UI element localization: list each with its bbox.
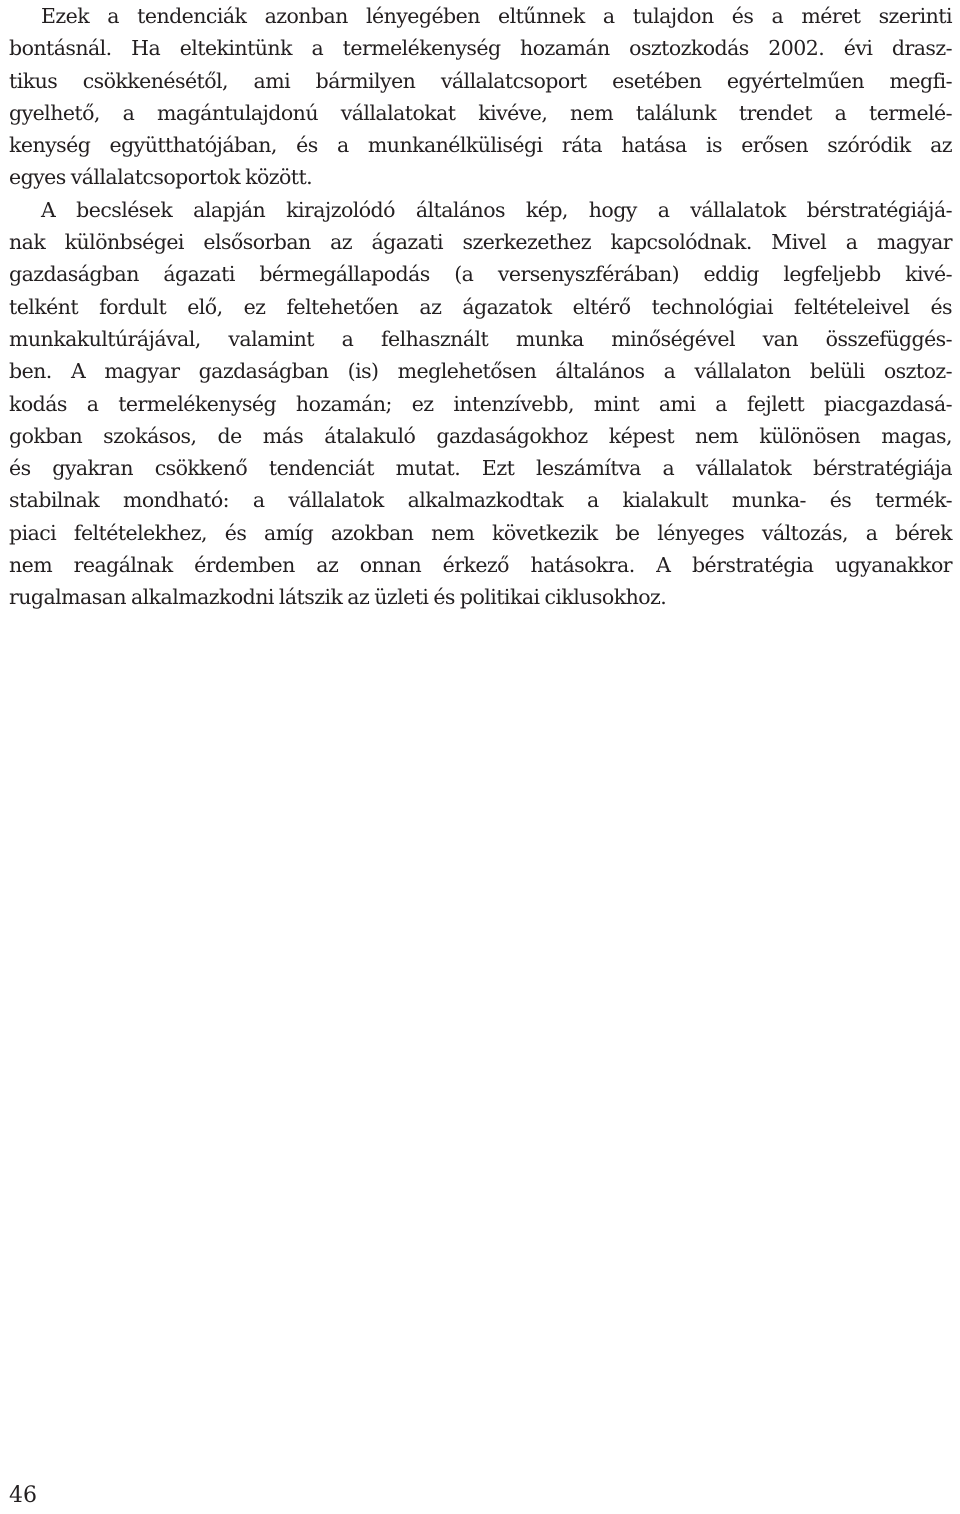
text-line: stabilnak mondható: a vállalatok alkalmazkodtak a kialakult munka- és termék-: [9, 488, 952, 513]
text-line: nem reagálnak érdemben az onnan érkező hatásokra. A bérstratégia ugyanakkor: [9, 553, 952, 578]
paragraph-1: [9, 0, 952, 194]
text-line: munkakultúrájával, valamint a felhasznált munka minőségével van összefüggés-: [9, 326, 952, 351]
text-line: kenység együtthatójában, és a munkanélküliségi ráta hatása is erősen szóródik az: [9, 133, 952, 158]
text-line: egyes vállalatcsoportok között.: [9, 165, 313, 190]
paragraph-2: [9, 194, 952, 614]
text-line: nak különbségei elsősorban az ágazati szerkezethez kapcsolódnak. Mivel a magyar: [9, 230, 952, 255]
text-line: és gyakran csökkenő tendenciát mutat. Ezt leszámítva a vállalatok bérstratégiája: [9, 456, 952, 481]
text-line: gokban szokásos, de más átalakuló gazdaságokhoz képest nem különösen magas,: [9, 423, 952, 448]
text-line: ben. A magyar gazdaságban (is) meglehetősen általános a vállalaton belüli osztoz-: [9, 359, 952, 384]
text-line: rugalmasan alkalmazkodni látszik az üzleti és politikai ciklusokhoz.: [9, 585, 667, 610]
text-line: A becslések alapján kirajzolódó általános kép, hogy a vállalatok bérstratégiájá-: [41, 197, 952, 222]
text-line: bontásnál. Ha eltekintünk a termelékenység hozamán osztozkodás 2002. évi drasz-: [9, 36, 952, 61]
document-body: [9, 0, 952, 614]
text-line: gyelhető, a magántulajdonú vállalatokat kivéve, nem találunk trendet a termelé-: [9, 100, 952, 125]
text-line: telként fordult elő, ez feltehetően az ágazatok eltérő technológiai feltételeivel és: [9, 294, 952, 319]
text-line: kodás a termelékenység hozamán; ez intenzívebb, mint ami a fejlett piacgazdasá-: [9, 391, 952, 416]
text-line: tikus csökkenésétől, ami bármilyen vállalatcsoport esetében egyértelműen megfi-: [9, 68, 952, 93]
text-line: piaci feltételekhez, és amíg azokban nem következik be lényeges változás, a bérek: [9, 520, 952, 545]
page-number: 46: [9, 1483, 37, 1508]
text-line: gazdaságban ágazati bérmegállapodás (a versenyszférában) eddig legfeljebb kivé-: [9, 262, 952, 287]
text-line: Ezek a tendenciák azonban lényegében eltűnnek a tulajdon és a méret szerinti: [41, 4, 952, 28]
